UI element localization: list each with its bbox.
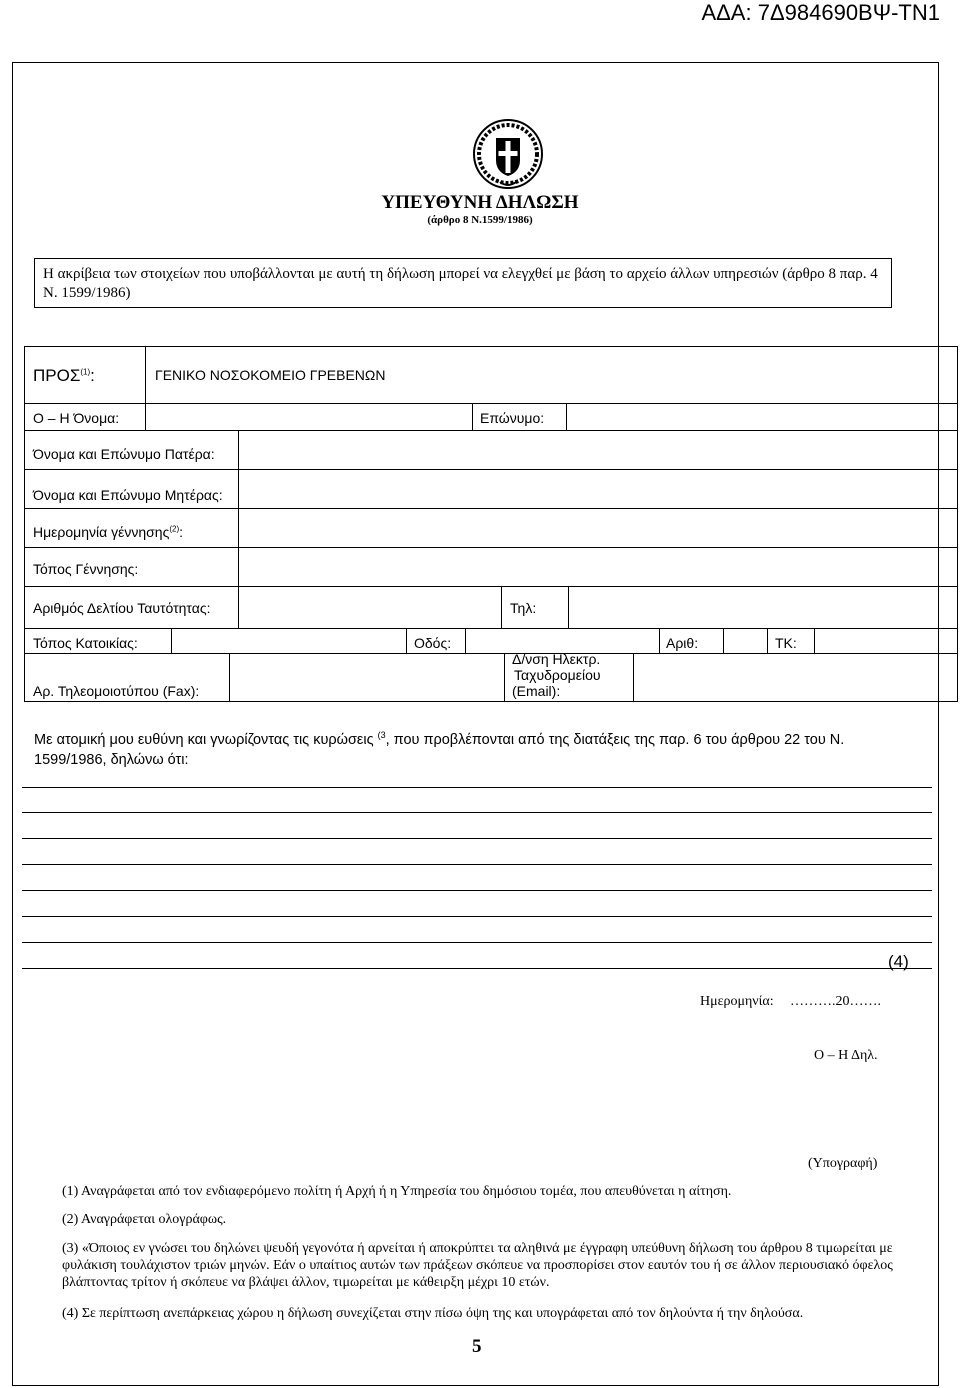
birthdate-label: Ημερομηνία γέννησης$^{(2)}$:: [33, 524, 183, 540]
ada-code: ΑΔΑ: 7Δ984690ΒΨ-ΤΝ1: [701, 0, 940, 25]
declarant-label: Ο – Η Δηλ.: [814, 1048, 878, 1063]
number-field[interactable]: [723, 628, 768, 654]
document-title: ΥΠΕΥΘΥΝΗ ΔΗΛΩΣΗ: [381, 192, 579, 213]
greek-coat-of-arms-icon: [470, 116, 546, 192]
mother-label: Όνομα και Επώνυμο Μητέρας:: [33, 487, 223, 503]
footnote-1: (1) Αναγράφεται από τον ενδιαφερόμενο πολίτη ή Αρχή ή η Υπηρεσία του δημόσιου τομέα, που απευθύνεται η αίτηση.: [62, 1184, 732, 1199]
surname-field[interactable]: [566, 403, 958, 431]
fax-label: Αρ. Τηλεομοιοτύπου (Fax):: [33, 683, 200, 699]
date-label: Ημερομηνία:: [700, 994, 774, 1009]
document-subtitle: (άρθρο 8 Ν.1599/1986): [427, 214, 533, 226]
phone-label: Τηλ:: [510, 600, 537, 616]
name-label: Ο – Η Όνομα:: [33, 410, 120, 426]
id-label: Αριθμός Δελτίου Ταυτότητας:: [33, 600, 211, 616]
birthdate-field[interactable]: [238, 508, 958, 548]
residence-label: Τόπος Κατοικίας:: [33, 635, 138, 651]
pros-label: ΠΡΟΣ$^{(1)}$:: [33, 366, 95, 385]
residence-field[interactable]: [171, 628, 407, 654]
phone-field[interactable]: [568, 586, 958, 629]
father-name-field[interactable]: [238, 430, 958, 470]
pros-value: ΓΕΝΙΚΟ ΝΟΣΟΚΟΜΕΙΟ ΓΡΕΒΕΝΩΝ: [155, 367, 386, 383]
street-label: Οδός:: [414, 635, 452, 651]
number-label: Αριθ:: [666, 635, 699, 651]
page-number: 5: [472, 1336, 482, 1357]
id-number-field[interactable]: [238, 586, 502, 629]
father-label: Όνομα και Επώνυμο Πατέρα:: [33, 446, 215, 462]
declaration-line[interactable]: [22, 864, 932, 865]
footnote-4-marker: (4): [888, 952, 909, 971]
surname-label: Επώνυμο:: [480, 410, 545, 426]
footnote-3: (3) «Όποιος εν γνώσει του δηλώνει ψευδή γεγονότα ή αρνείται ή αποκρύπτει τα αληθινά με έγγραφη υπεύθυνη δήλωση του άρθρου 8 τιμωρείται με φυλάκιση τουλάχιστον τριών μηνών. Εάν ο υπαίτιος αυτών των πράξεων σκόπευε να προσπορίσει στον εαυτόν του ή σε άλλον περιουσιακό όφελος βλάπτοντας τρίτον ή σκόπευε να βλάψει άλλον, τιμωρείται με κάθειρξη μέχρι 10 ετών.: [62, 1241, 893, 1290]
email-label: [512, 651, 601, 699]
email-label-line-2: Ταχυδρομείου: [514, 667, 601, 683]
declaration-line[interactable]: [22, 942, 932, 943]
postcode-field[interactable]: [814, 628, 958, 654]
fax-field[interactable]: [229, 653, 505, 702]
declaration-line[interactable]: [22, 916, 932, 917]
accuracy-notice: Η ακρίβεια των στοιχείων που υποβάλλονται με αυτή τη δήλωση μπορεί να ελεγχθεί με βάση το αρχείο άλλων υπηρεσιών (άρθρο 8 παρ. 4 Ν. 1599/1986): [34, 258, 892, 308]
declaration-line[interactable]: [22, 968, 932, 969]
postcode-label: ΤΚ:: [775, 635, 797, 651]
date-value[interactable]: ……….20…….: [790, 994, 881, 1009]
birthplace-label: Τόπος Γέννησης:: [33, 561, 139, 577]
declaration-line[interactable]: [22, 812, 932, 813]
declaration-line[interactable]: [22, 787, 932, 788]
email-label-line-1: Δ/νση Ηλεκτρ.: [512, 651, 601, 667]
declaration-line[interactable]: [22, 890, 932, 891]
email-label-line-3: (Email):: [512, 683, 561, 699]
signature-label: (Υπογραφή): [808, 1156, 878, 1171]
declaration-statement: Με ατομική μου ευθύνη και γνωρίζοντας τις κυρώσεις $^{(3}$, που προβλέπονται από της διατάξεις της παρ. 6 του άρθρου 22 του Ν. 1599/1986, δηλώνω ότι:: [34, 730, 845, 768]
declaration-line[interactable]: [22, 838, 932, 839]
email-field[interactable]: [633, 653, 958, 702]
footnote-2: (2) Αναγράφεται ολογράφως.: [62, 1212, 227, 1227]
name-field[interactable]: [145, 403, 473, 431]
mother-name-field[interactable]: [238, 469, 958, 509]
footnote-4: (4) Σε περίπτωση ανεπάρκειας χώρου η δήλωση συνεχίζεται στην πίσω όψη της και υπογράφεται από τον δηλούντα ή την δηλούσα.: [62, 1306, 804, 1321]
birthplace-field[interactable]: [238, 547, 958, 587]
